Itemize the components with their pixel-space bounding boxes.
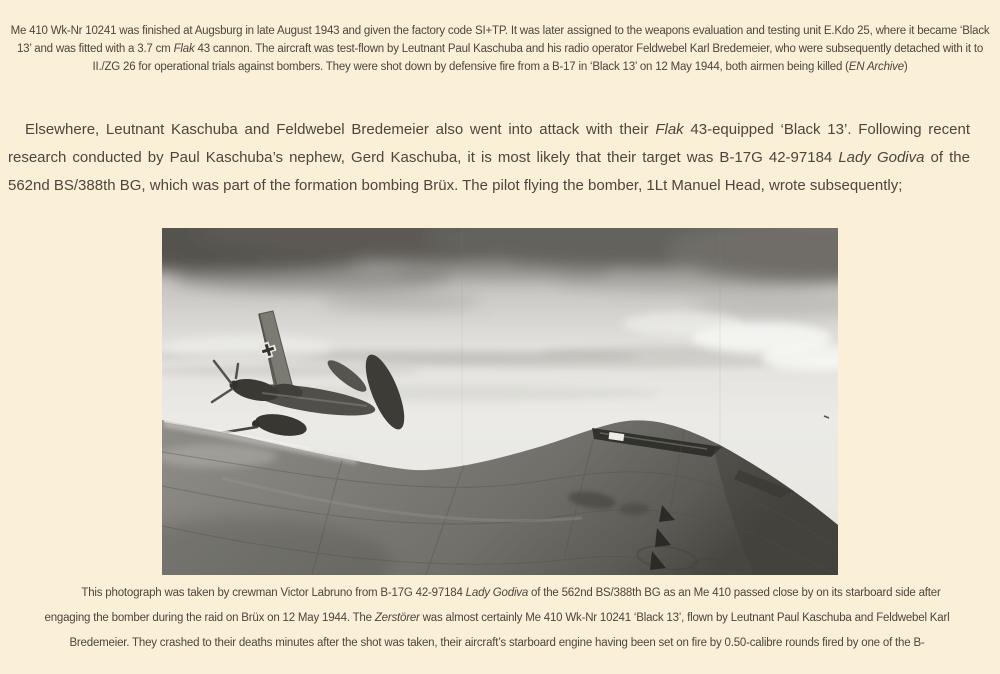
- photo-caption: [30, 581, 964, 654]
- caption-segment: This photograph was taken by crewman Victor Labruno from B-17G 42-97184: [81, 587, 466, 599]
- photo-figure[interactable]: [162, 228, 838, 575]
- body-paragraph: [8, 116, 970, 228]
- photo-image: [162, 228, 838, 575]
- caption-segment-italic: Lady Godiva: [465, 587, 529, 599]
- caption-segment: of the 562nd BS/388th BG as an Me 410 passed close by on its starboard side after engaging the bomber during the raid on Brüx on 12 May 1944. The: [44, 587, 941, 624]
- caption-segment: Me 410 Wk-Nr 10241 was finished at Augsburg in late August 1943 and given the factory code SI+TP. It was later assigned to the weapons evaluation and testing unit E.Kdo 25, where it became ‘Black 13’ and was fitted with a 3.7 cm: [10, 25, 990, 55]
- body-segment: 43-equipped ‘Black 13’. Following recent research conducted by Paul Kaschuba’s nephew, Gerd Kaschuba, it is most likely that their target was B-17G 42-97184: [8, 121, 970, 166]
- caption-segment-italic: Flak: [173, 43, 195, 55]
- image-caption-top: [6, 22, 994, 96]
- body-segment: of the 562nd BS/388th BG, which was part of the formation bombing Brüx. The pilot flying the bomber, 1Lt Manuel Head, wrote subsequently;: [8, 149, 970, 194]
- caption-credit-italic: EN Archive: [848, 61, 904, 73]
- caption-segment: was almost certainly Me 410 Wk-Nr 10241 ‘Black 13’, flown by Leutnant Paul Kaschuba and Feldwebel Karl Bredemeier. They crashed to their deaths minutes after the shot was taken, their aircraft’s starboard engine having been set on fire by 0.50-calibre rounds fired by one of the B-: [69, 612, 950, 649]
- body-segment-italic: Lady Godiva: [838, 149, 925, 166]
- caption-segment-italic: Zerstörer: [374, 612, 420, 624]
- ebook-page: [0, 22, 1000, 674]
- caption-segment: ): [903, 61, 908, 73]
- body-segment-italic: Flak: [655, 121, 684, 138]
- caption-segment: 43 cannon. The aircraft was test-flown by Leutnant Paul Kaschuba and his radio operator Feldwebel Karl Bredemeier, who were subsequently detached with it to II./ZG 26 for operational trials against bombers. They were shot down by defensive fire from a B-17 in ‘Black 13’ on 12 May 1944, both airmen being killed (: [92, 43, 984, 73]
- body-segment: Elsewhere, Leutnant Kaschuba and Feldwebel Bredemeier also went into attack with their: [25, 121, 656, 138]
